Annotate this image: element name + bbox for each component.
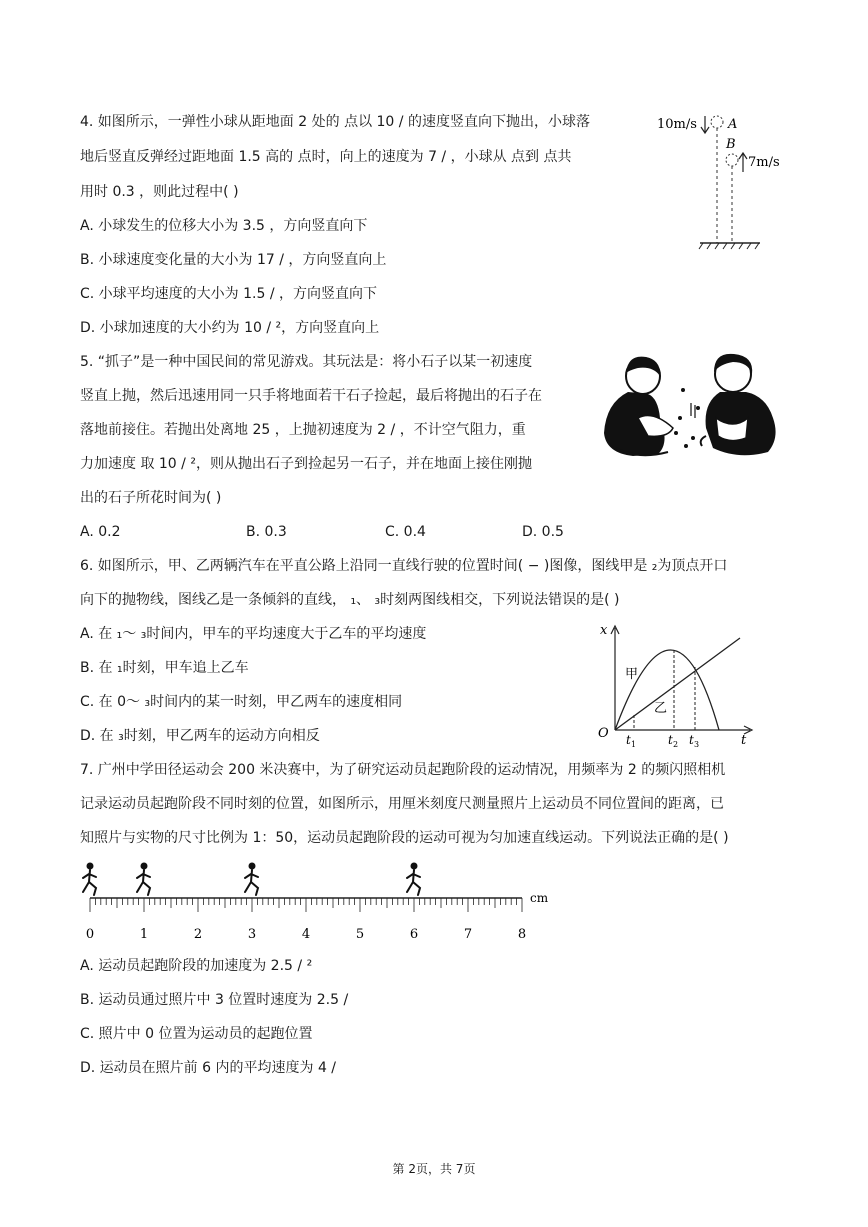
q6-option-c: C. 在 0～ ₃时间内的某一时刻，甲乙两车的速度相同 [80, 694, 403, 710]
q6-t2-sub: 2 [673, 740, 679, 749]
ruler-label: 2 [193, 927, 203, 942]
q5-option-a: A. 0.2 [80, 524, 121, 540]
q4-line-3: 用时 0.3 ，则此过程中( ) [80, 184, 239, 200]
q6-option-d: D. 在 ₃时刻，甲乙两车的运动方向相反 [80, 728, 320, 744]
runner-icon [407, 863, 420, 896]
ruler-label: 4 [301, 927, 311, 942]
q7-ruler-figure [70, 860, 560, 945]
q4-line-2: 地后竖直反弹经过距地面 1.5 高的 点时，向上的速度为 7 / ，小球从 点到 点共 [80, 149, 572, 165]
q6-origin-label: O [598, 726, 609, 741]
q4-option-d: D. 小球加速度的大小约为 10 / ²，方向竖直向上 [80, 320, 380, 336]
ruler-label: 6 [409, 927, 419, 942]
runner-icon [137, 863, 150, 896]
ruler-label: 3 [247, 927, 257, 942]
q6-option-a: A. 在 ₁～ ₃时间内，甲车的平均速度大于乙车的平均速度 [80, 626, 427, 642]
ruler-label: 1 [139, 927, 149, 942]
q7-ruler-unit: cm [530, 891, 549, 905]
runner-icon [245, 863, 258, 896]
q4-option-b: B. 小球速度变化量的大小为 17 / ，方向竖直向上 [80, 252, 387, 268]
q5-line-1: 5. “抓子”是一种中国民间的常见游戏。其玩法是：将小石子以某一初速度 [80, 354, 533, 370]
q4-option-a: A. 小球发生的位移大小为 3.5 ，方向竖直向下 [80, 218, 368, 234]
q5-option-c: C. 0.4 [385, 524, 426, 540]
ruler-label: 0 [85, 927, 95, 942]
q6-line-2: 向下的抛物线，图线乙是一条倾斜的直线， ₁、 ₃时刻两图线相交，下列说法错误的是( ) [80, 592, 620, 608]
q5-option-d: D. 0.5 [522, 524, 564, 540]
q7-option-b: B. 运动员通过照片中 3 位置时速度为 2.5 / [80, 992, 349, 1008]
q6-t1-sub: 1 [631, 740, 637, 749]
q6-y-axis-label: x [600, 623, 608, 638]
q4-point-b: B [726, 137, 736, 152]
q5-line-4: 力加速度 取 10 / ²，则从抛出石子到捡起另一石子，并在地面上接住刚抛 [80, 456, 532, 472]
q4-option-c: C. 小球平均速度的大小为 1.5 / ，方向竖直向下 [80, 286, 378, 302]
q5-line-3: 落地前接住。若抛出处离地 25 ，上抛初速度为 2 / ，不计空气阻力，重 [80, 422, 526, 438]
q6-t3-label: t [689, 733, 694, 747]
q6-curve-jia-label: 甲 [625, 667, 639, 682]
runner-icon [83, 863, 96, 896]
page-footer: 第 2页，共 7页 [392, 1162, 476, 1176]
q5-option-b: B. 0.3 [246, 524, 287, 540]
q6-t3-sub: 3 [694, 740, 700, 749]
q4-figure [655, 108, 790, 253]
q7-line-1: 7. 广州中学田径运动会 200 米决赛中，为了研究运动员起跑阶段的运动情况，用频率为 2 的频闪照相机 [80, 762, 726, 778]
ruler-label: 7 [463, 927, 473, 942]
q6-t2-label: t [668, 733, 673, 747]
q4-v-down-label: 10m/s [657, 117, 697, 132]
ruler-label: 8 [517, 927, 527, 942]
q4-point-a: A [728, 117, 738, 132]
q4-v-up-label: 7m/s [748, 155, 780, 170]
q6-position-time-graph [590, 620, 760, 755]
q7-option-d: D. 运动员在照片前 6 内的平均速度为 4 / [80, 1060, 337, 1076]
q7-option-a: A. 运动员起跑阶段的加速度为 2.5 / ² [80, 958, 313, 974]
q4-line-1: 4. 如图所示，一弹性小球从距地面 2 处的 点以 10 / 的速度竖直向下抛出，小球落 [80, 114, 590, 130]
q6-x-axis-label: t [741, 733, 747, 748]
q7-line-3: 知照片与实物的尺寸比例为 1：50，运动员起跑阶段的运动可视为匀加速直线运动。下列说法正确的是( ) [80, 830, 729, 846]
q6-line-yi-label: 乙 [654, 701, 668, 716]
q5-line-2: 竖直上抛，然后迅速用同一只手将地面若干石子捡起，最后将抛出的石子在 [80, 388, 542, 404]
q6-option-b: B. 在 ₁时刻，甲车追上乙车 [80, 660, 249, 676]
ruler-label: 5 [355, 927, 365, 942]
q5-children-illustration [598, 348, 783, 468]
q6-line-1: 6. 如图所示，甲、乙两辆汽车在平直公路上沿同一直线行驶的位置时间( − )图像，图线甲是 ₂为顶点开口 [80, 558, 728, 574]
q7-line-2: 记录运动员起跑阶段不同时刻的位置，如图所示，用厘米刻度尺测量照片上运动员不同位置间的距离，已 [80, 796, 724, 812]
q7-option-c: C. 照片中 0 位置为运动员的起跑位置 [80, 1026, 313, 1042]
q6-t1-label: t [626, 733, 631, 747]
q5-line-5: 出的石子所花时间为( ) [80, 490, 222, 506]
